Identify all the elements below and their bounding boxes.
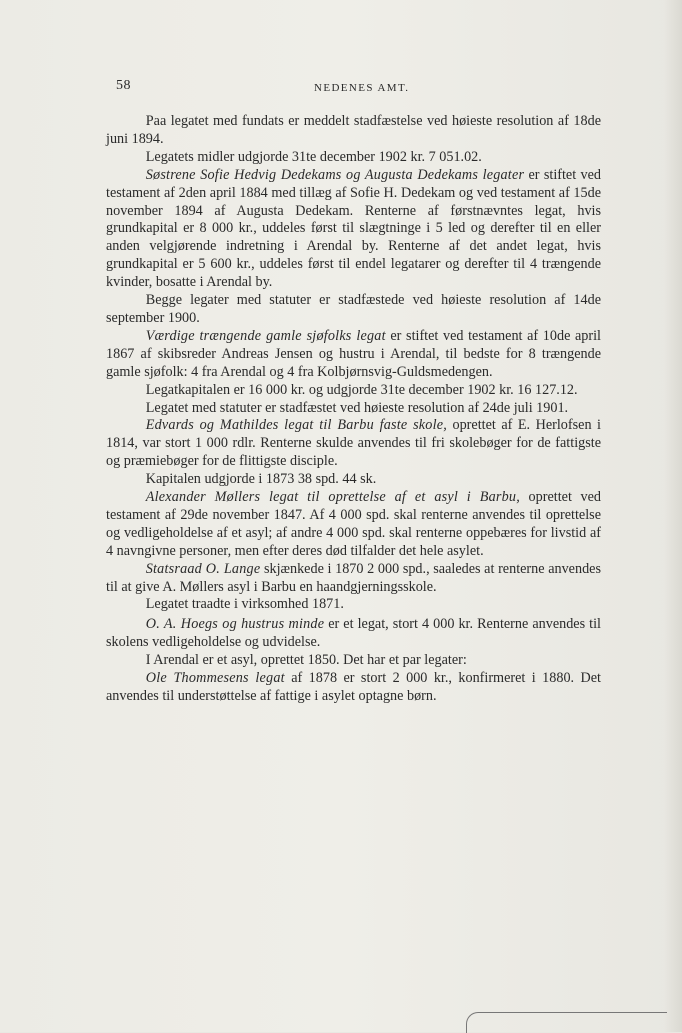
- paragraph: [106, 167, 601, 292]
- paragraph: [106, 652, 601, 670]
- paragraph: [106, 471, 601, 489]
- paragraph-text: Legatets midler udgjorde 31te december 1902 kr. 7 051.02.: [145, 148, 482, 165]
- legat-title: Edvards og Mathildes legat til Barbu faste skole,: [145, 417, 447, 434]
- paragraph: [106, 149, 601, 167]
- paragraph: [106, 489, 601, 561]
- paragraph-text: af 1878 er stort 2 000 kr., konfirmeret i 1880. Det anvendes til understøttelse af fattige i asylet optagne børn.: [106, 670, 602, 704]
- paragraph-text: Begge legater med statuter er stadfæstede ved høieste resolution af 14de september 1900.: [106, 292, 601, 326]
- paragraph: [106, 670, 601, 706]
- running-head: NEDENES AMT.: [314, 82, 410, 94]
- page-number: 58: [116, 78, 131, 93]
- paragraph: [106, 328, 601, 382]
- legat-title: Ole Thommesens legat: [145, 670, 285, 687]
- legat-title: O. A. Hoegs og hustrus minde: [145, 616, 325, 633]
- paragraph-text: Kapitalen udgjorde i 1873 38 spd. 44 sk.: [145, 471, 377, 488]
- paragraph-text: er stiftet ved testament af 10de april 1867 af skibsreder Andreas Jensen og hustru i Arendal, til bedste for 8 trængende gamle sjøfolk: 4 fra Arendal og 4 fra Kolbjørnsvig-Guldsmedengen.: [106, 327, 601, 380]
- paragraph: [106, 561, 601, 597]
- paragraph-text: Legatet traadte i virksomhed 1871.: [145, 596, 344, 613]
- legat-title: Søstrene Sofie Hedvig Dedekams og Augusta Dedekams legater: [145, 166, 525, 183]
- page-header: [116, 76, 606, 98]
- paragraph-text: er stiftet ved testament af 2den april 1884 med tillæg af Sofie H. Dedekam og ved testament af 15de november 1894 af Augusta Dedekam. Renterne af førstnævntes legat, hvis grundkapital er 8 000 kr., uddeles først til slægtninge i 5 led og derefter til en eller anden velgjørende indretning i Arendal by. Renterne af det andet legat, hvis grundkapital er 5 600 kr., uddeles først til endel legatarer og derefter til 4 trængende kvinder, bosatte i Arendal by.: [106, 166, 601, 291]
- paragraph-text: Legatkapitalen er 16 000 kr. og udgjorde 31te december 1902 kr. 16 127.12.: [145, 381, 578, 398]
- page-edge-shadow: [664, 0, 682, 1032]
- legat-title: Statsraad O. Lange: [145, 560, 261, 577]
- paragraph: [106, 616, 601, 652]
- page-corner-mark: [466, 1012, 667, 1033]
- legat-title: Alexander Møllers legat til oprettelse af et asyl i Barbu,: [145, 489, 520, 506]
- paragraph-text: I Arendal er et asyl, oprettet 1850. Det har et par legater:: [145, 652, 467, 669]
- paragraph-text: Legatet med statuter er stadfæstet ved høieste resolution af 24de juli 1901.: [145, 399, 569, 416]
- paragraph: [106, 400, 601, 418]
- paragraph-text: oprettet af E. Herlofsen i 1814, var stort 1 000 rdlr. Renterne skulde anvendes til fri skolebøger for de fattigste og præmiebøger for de flittigste disciple.: [106, 417, 601, 470]
- paragraph: [106, 292, 601, 328]
- legat-title: Værdige trængende gamle sjøfolks legat: [145, 327, 386, 344]
- paragraph: [106, 113, 601, 149]
- paragraph-text: er et legat, stort 4 000 kr. Renterne anvendes til skolens vedligeholdelse og udvidelse.: [106, 616, 601, 651]
- paragraph-text: oprettet ved testament af 29de november 1847. Af 4 000 spd. skal renterne anvendes til oprettelse og vedligeholdelse af et asyl; af andre 4 000 spd. skal renterne oppebæres for livstid af 4 navngivne personer, men efter deres død tilfalder det hele asylet.: [106, 489, 601, 559]
- body-text: [106, 113, 601, 706]
- paragraph: [106, 596, 601, 614]
- paragraph-text: Paa legatet med fundats er meddelt stadfæstelse ved høieste resolution af 18de juni 1894.: [106, 113, 601, 147]
- paragraph: [106, 417, 601, 471]
- paragraph-text: skjænkede i 1870 2 000 spd., saaledes at renterne anvendes til at give A. Møllers asyl i Barbu en haandgjerningsskole.: [106, 560, 601, 595]
- paragraph: [106, 382, 601, 400]
